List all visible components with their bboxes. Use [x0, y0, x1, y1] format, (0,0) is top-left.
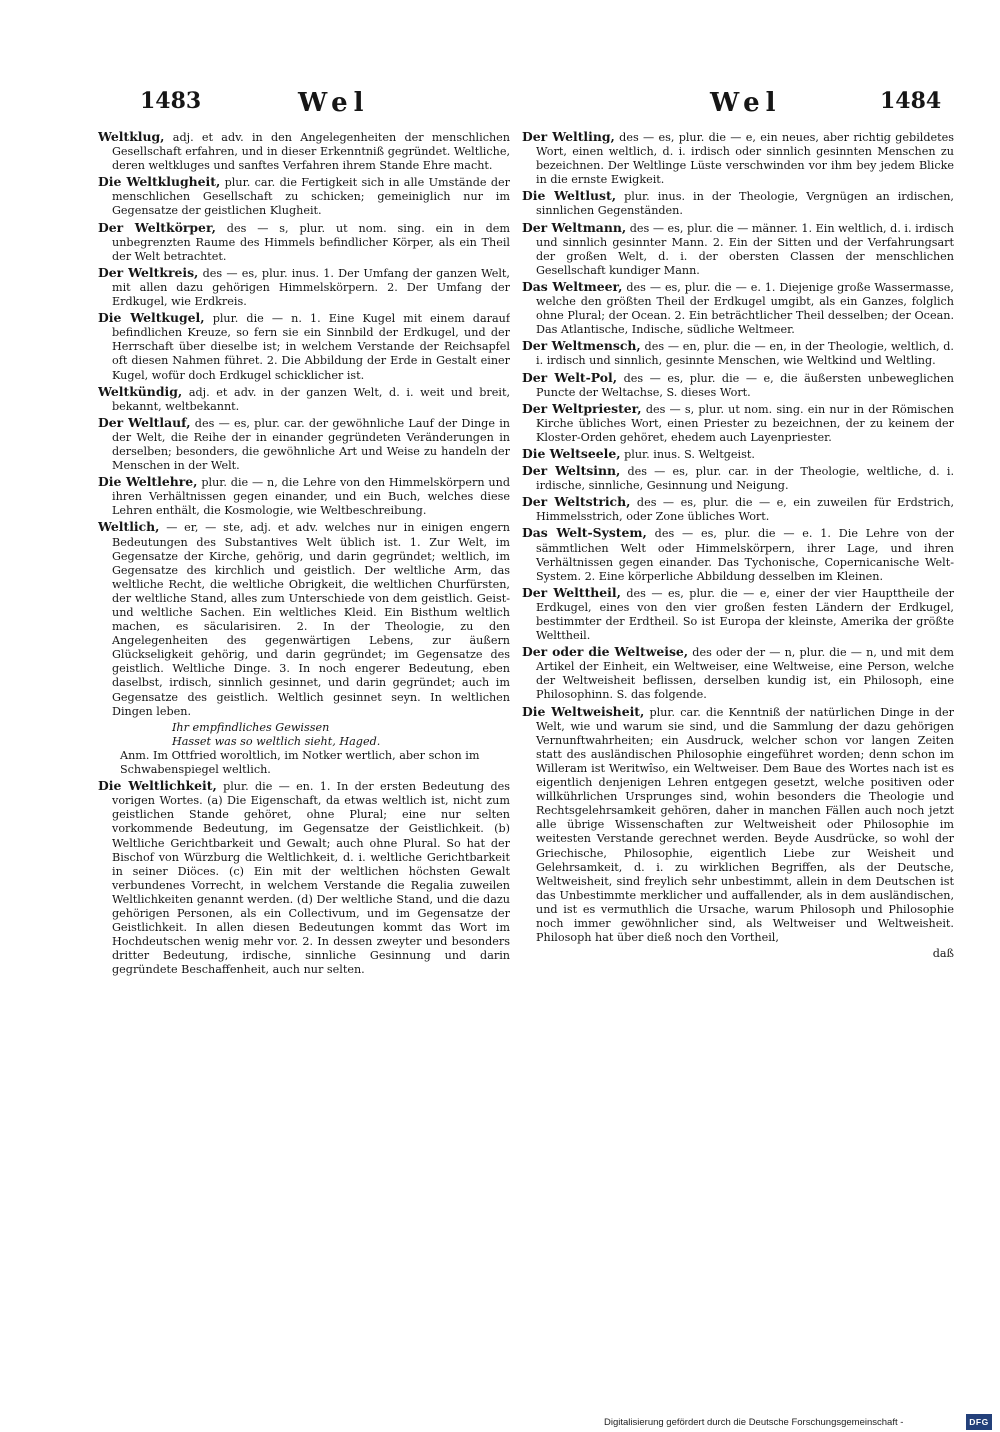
entry-lemma: Der Weltling,	[522, 130, 615, 144]
left-column	[98, 130, 510, 1200]
entry-text: des — es, plur. die — männer. 1. Ein weltlich, d. i. irdisch und sinnlich gesinnter Mann. 2. Ein der Sitten und der Verfahrungsart der großen Welt, d. i. der obersten Classen der menschlichen Gesellschaft kundiger Mann.	[536, 221, 954, 277]
dictionary-entry	[98, 779, 510, 977]
entry-lemma: Die Weltlehre,	[98, 474, 198, 490]
entry-text: plur. inus. S. Weltgeist.	[624, 447, 755, 461]
entry-text: des — es, plur. car. in der Theologie, weltliche, d. i. irdische, sinnliche, Gesinnung und Neigung.	[536, 465, 954, 493]
entry-lemma: Der Weltsinn,	[522, 463, 621, 479]
entry-lemma: Der Welt-Pol,	[522, 369, 618, 385]
dictionary-entry	[522, 464, 954, 493]
entry-lemma: Der Welttheil,	[522, 584, 621, 600]
entry-lemma: Die Weltlust,	[522, 188, 617, 204]
dictionary-entry	[98, 520, 510, 718]
dictionary-entry	[98, 311, 510, 382]
entry-text: des — es, plur. die — e, ein zuweilen für Erdstrich, Himmelsstrich, oder Zone übliches Wort.	[536, 496, 954, 524]
entry-text: des — es, plur. die — e, die äußersten unbeweglichen Puncte der Weltachse, S. dieses Wort.	[536, 371, 954, 399]
dfg-logo: DFG	[966, 1414, 992, 1430]
entry-lemma: Der Weltkreis,	[98, 264, 199, 280]
entry-lemma: Der Weltmensch,	[522, 338, 641, 354]
entry-text: des — es, plur. die — e, einer der vier Haupttheile der Erdkugel, eines von den vier großen festen Ländern der Erdkugel, bestimmter der Erdtheil. So ist Europa der kleinste, Amerika der größte Welttheil.	[536, 586, 954, 643]
entry-lemma: Der Weltlauf,	[98, 414, 191, 430]
entry-text: plur. car. die Kenntniß der natürlichen Dinge in der Welt, wie und warum sie sind, und die Sammlung der dazu gehörigen Vernunftwahrheiten; ein Ausdruck, welcher schon vor langen Zeiten statt des ausländischen Philosophie eingeführet worden; denn schon im Willeram ist Weritwîso, ein Weltweiser. Dem Baue des Wortes nach ist es eigentlich denjenigen Lehren entgegen gesetzt, welche positiven oder willkührlichen Ursprunges sind, wohin besonders die Theologie und Rechtsgelehrsamkeit gehören, daher in manchen Fällen auch noch jetzt alle übrige Wissenschaften zur Weltweisheit oder Philosophie im weitesten Verstande gerechnet werden. Beyde Ausdrücke, so wohl der Griechische, Philosophie, eigentlich Liebe zur Weisheit und Gelehrsamkeit, d. i. zu wirklichen Begriffen, als der Deutsche, Weltweisheit, sind freylich sehr unbestimmt, allein in dem Deutschen ist das Unbestimmte merklicher und auffallender, als in dem ausländischen, und ist es vermuthlich die Ursache, warum Philosoph und Philosophie noch immer gewöhnlicher sind, als Weltweiser und Weltweisheit. Philosoph hat über dieß noch den Vortheil,	[536, 705, 954, 945]
page-number-left: 1483	[140, 88, 202, 114]
entry-text: des — es, plur. die — e. 1. Die Lehre von der sämmtlichen Welt oder Himmelskörpern, ihrer Lage, und ihren Verhältnissen gegen einander. Das Tychonische, Copernicanische Welt-System. 2. Eine körperliche Abbildung desselben im Kleinen.	[536, 527, 954, 583]
page-number-right: 1484	[880, 88, 942, 114]
entry-lemma: Weltlich,	[98, 519, 160, 535]
entry-lemma: Weltkündig,	[98, 383, 183, 399]
entry-text: des — en, plur. die — en, in der Theologie, weltlich, d. i. irdisch und sinnlich, gesinnte Menschen, wie Weltkind und Weltling.	[536, 340, 954, 368]
verse-line: Hasset was so weltlich sieht, Haged.	[172, 734, 381, 748]
entry-lemma: Weltklug,	[98, 130, 165, 144]
entry-lemma: Die Weltlichkeit,	[98, 778, 217, 794]
entry-lemma: Die Weltkugel,	[98, 310, 205, 326]
catchword: daß	[932, 947, 954, 961]
dictionary-entry	[522, 402, 954, 445]
dictionary-entry	[522, 495, 954, 524]
dictionary-entry	[98, 475, 510, 518]
entry-text: plur. die — n. 1. Eine Kugel mit einem darauf befindlichen Kreuze, so fern sie ein Sinnbild der Erdkugel, und der Herrschaft über dieselbe ist; in welchem Verstande der Reichsapfel oft diesen Nahmen führet. 2. Die Abbildung der Erde in Gestalt einer Kugel, wofür doch Erdkugel schicklicher ist.	[112, 312, 510, 382]
entry-lemma: Das Weltmeer,	[522, 278, 623, 294]
dictionary-entry	[98, 221, 510, 264]
dictionary-entry	[522, 705, 954, 946]
entry-text: des — es, plur. die — e, ein neues, aber richtig gebildetes Wort, einen weltlich, d. i. irdisch oder sinnlich gesinnten Menschen zu bezeichnen. Der Weltlinge Lüste verschwinden vor ihm bey jedem Blicke in die ernste Ewigkeit.	[536, 131, 954, 187]
dictionary-entry	[522, 586, 954, 643]
running-head-right: Wel	[710, 88, 782, 118]
entry-lemma: Der Weltmann,	[522, 219, 627, 235]
annotation-note: Anm. Im Ottfried woroltlich, im Notker wertlich, aber schon im Schwabenspiegel weltlich.	[120, 748, 480, 777]
verse-line: Ihr empfindliches Gewissen	[172, 720, 330, 734]
entry-text: plur. inus. in der Theologie, Vergnügen an irdischen, sinnlichen Gegenständen.	[536, 190, 954, 218]
entry-text: des — es, plur. die — e. 1. Diejenige große Wassermasse, welche den größten Theil der Erdkugel umgibt, als ein Ganzes, folglich ohne Plural; der Ocean. 2. Ein beträchtlicher Theil desselben; der Ocean. Das Atlantische, Indische, südliche Weltmeer.	[536, 280, 954, 337]
entry-text: — er, — ste, adj. et adv. welches nur in einigen engern Bedeutungen des Substantives Welt üblich ist. 1. Zur Welt, im Gegensatze der Kirche, gehörig, und darin gegründet; weltlich, im Gegensatze des kirchlich und geistlich. Der weltliche Arm, das weltliche Recht, die weltliche Obrigkeit, die weltlichen Churfürsten, der weltliche Stand, alles zum Unterschiede von dem geistlich. Geist- und weltliche Sachen. Ein weltliches Kleid. Ein Bisthum weltlich machen, es säcularisiren. 2. In der Theologie, zu den Angelegenheiten des gegenwärtigen Lebens, zur äußern Glückseligkeit gehörig, und darin gegründet; im Gegensatze des geistlich. Weltliche Dinge. 3. In noch engerer Bedeutung, eben daselbst, irdisch, sinnlich gesinnet, und darin gegründet; auch im Gegensatze des geistlich. Weltlich gesinnet seyn. In weltlichen Dingen leben.	[112, 521, 510, 718]
dictionary-entry	[522, 280, 954, 337]
entry-text: des — es, plur. inus. 1. Der Umfang der ganzen Welt, mit allen dazu gehörigen Himmelskörpern. 2. Der Umfang der Erdkugel, wie Erdkreis.	[112, 266, 510, 309]
entry-text: plur. car. die Fertigkeit sich in alle Umstände der menschlichen Gesellschaft zu schicken; gemeiniglich nur im Gegensatze der geistlichen Klugheit.	[112, 176, 510, 218]
digitization-credit: Digitalisierung gefördert durch die Deutsche Forschungsgemeinschaft -	[604, 1417, 904, 1428]
dictionary-entry	[98, 416, 510, 473]
dictionary-entry	[98, 385, 510, 414]
entry-text: des — s, plur. ut nom. sing. ein in dem unbegrenzten Raume des Himmels befindlicher Körper, als ein Theil der Welt betrachtet.	[112, 221, 510, 263]
entry-text: adj. et adv. in den Angelegenheiten der menschlichen Gesellschaft erfahren, und in dieser Erkenntniß gegründet. Weltliche, deren weltkluges und sanftes Verfahren ihrem Stande Ehre macht.	[112, 131, 510, 173]
dictionary-entry	[522, 526, 954, 583]
entry-text: des oder der — n, plur. die — n, und mit dem Artikel der Einheit, ein Weltweiser, eine Weltweise, eine Person, welche der Weltweisheit beflissen, derselben kundig ist, ein Philosoph, eine Philosophinn. S. das folgende.	[536, 646, 954, 702]
entry-text: plur. die — en. 1. In der ersten Bedeutung des vorigen Wortes. (a) Die Eigenschaft, da etwas weltlich ist, nicht zum geistlichen Stande gehöret, ohne Plural; eine nur selten vorkommende Bedeutung, im Gegensatze der Geistlichkeit. (b) Weltliche Gerichtbarkeit und Gewalt; auch ohne Plural. So hat der Bischof von Würzburg die Weltlichkeit, d. i. weltliche Gerichtbarkeit in seiner Diöces. (c) Ein mit der weltlichen höchsten Gewalt verbundenes Vorrecht, in welchem Verstande die Regalia zuweilen Weltlichkeiten genannt werden. (d) Der weltliche Stand, und die dazu gehörigen Personen, als ein Collectivum, und im Gegensatze der Geistlichkeit. In allen diesen Bedeutungen kommt das Wort im Hochdeutschen wenig mehr vor. 2. In dessen zweyter und besonders dritter Bedeutung, irdische, sinnliche Gesinnung und darin gegründete Beschaffenheit, auch nur selten.	[112, 780, 510, 977]
entry-text: adj. et adv. in der ganzen Welt, d. i. weit und breit, bekannt, weltbekannt.	[112, 385, 510, 413]
entry-lemma: Das Welt-System,	[522, 525, 647, 541]
dictionary-entry	[98, 130, 510, 173]
right-column	[522, 130, 954, 1220]
dictionary-entry	[98, 266, 510, 309]
entry-lemma: Die Weltklugheit,	[98, 174, 221, 190]
dictionary-entry	[522, 371, 954, 400]
dictionary-entry	[98, 175, 510, 218]
entry-lemma: Der Weltstrich,	[522, 494, 631, 510]
entry-lemma: Der Weltkörper,	[98, 219, 216, 235]
entry-lemma: Der oder die Weltweise,	[522, 644, 689, 660]
dictionary-entry	[522, 221, 954, 278]
dictionary-entry	[522, 130, 954, 187]
dictionary-entry	[522, 645, 954, 702]
entry-lemma: Der Weltpriester,	[522, 400, 642, 416]
entry-lemma: Die Weltweisheit,	[522, 703, 645, 719]
running-head-left: Wel	[298, 88, 370, 118]
entry-text: plur. die — n, die Lehre von den Himmelskörpern und ihren Verhältnissen gegen einander, und ein Buch, welches diese Lehren enthält, die Kosmologie, wie Weltbeschreibung.	[112, 476, 510, 518]
dictionary-entry	[522, 189, 954, 218]
entry-text: des — s, plur. ut nom. sing. ein nur in der Römischen Kirche übliches Wort, einen Priester zu bezeichnen, der zu keinem der Kloster-Orden gehöret, ehedem auch Layenpriester.	[536, 402, 954, 444]
entry-lemma: Die Weltseele,	[522, 445, 621, 461]
entry-text: des — es, plur. car. der gewöhnliche Lauf der Dinge in der Welt, die Reihe der in einander gegründeten Veränderungen in derselben; besonders, die gewöhnliche Art und Weise zu handeln der Menschen in der Welt.	[112, 416, 510, 473]
page-header	[110, 88, 980, 128]
dictionary-entry	[522, 447, 954, 462]
dictionary-entry	[522, 339, 954, 368]
